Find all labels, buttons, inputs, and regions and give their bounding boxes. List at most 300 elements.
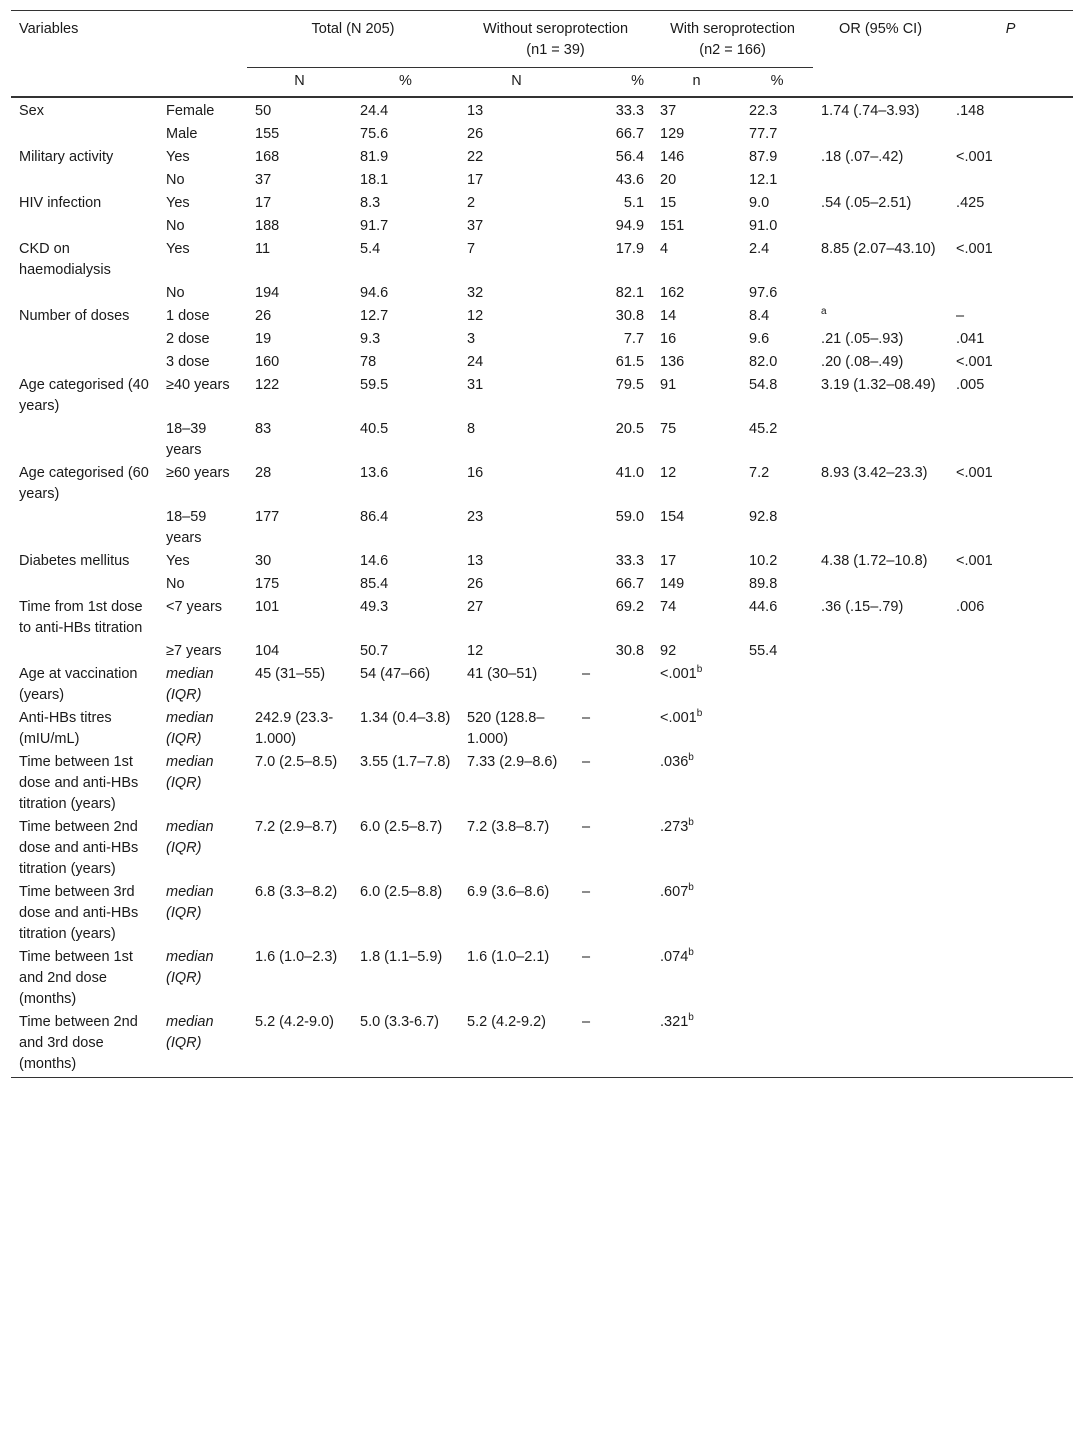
with-pct-cell: 77.7 [749,126,778,142]
p-value-cell [948,215,1073,238]
total-n-cell: 168 [255,149,280,165]
variable-cell: Military activity [19,149,114,165]
with-n-cell: 4 [660,241,669,257]
empty-cell [813,946,948,1011]
p-value-cell: .005 [956,377,985,393]
empty-cell [813,707,948,751]
table-row [11,596,1073,640]
table-row [11,146,1073,169]
header-variables: Variables [11,11,158,98]
empty-cell [741,1011,813,1078]
empty-cell [741,881,813,946]
without-pct-cell: 56.4 [615,149,645,165]
total-pct-cell: 13.6 [360,465,389,481]
total-pct-cell: 86.4 [360,509,389,525]
p-value-cell [948,573,1073,596]
without-n-cell: 12 [467,643,484,659]
subheader-n: n [652,68,741,98]
category-cell: median (IQR) [166,666,214,703]
with-pct-cell: 91.0 [749,218,778,234]
variable-cell [11,123,158,146]
or-cell [813,282,948,305]
category-cell: Yes [166,195,190,211]
with-n-cell: 91 [660,377,677,393]
category-cell: <7 years [166,599,223,615]
empty-cell [813,881,948,946]
empty-cell [948,816,1073,881]
empty-cell [948,1011,1073,1078]
without-n-cell: 8 [467,421,476,437]
total-median-cell: 45 (31–55) [255,666,326,682]
category-cell: 18–39 years [166,421,207,458]
variable-cell: HIV infection [19,195,102,211]
with-pct-cell: 10.2 [749,553,778,569]
total-n-cell: 160 [255,354,280,370]
without-pct-cell: 33.3 [615,553,645,569]
empty-cell [948,707,1073,751]
category-cell: median (IQR) [166,710,214,747]
table-row [11,462,1073,506]
variable-cell [11,506,158,550]
with-pct-cell: 55.4 [749,643,778,659]
category-cell: 3 dose [166,354,210,370]
or-value: 8.85 (2.07–43.10) [821,241,936,257]
variable-cell: Time between 3rd dose and anti-HBs titration (years) [19,884,139,942]
with-median-cell: 6.9 (3.6–8.6) [467,884,550,900]
total-n-cell: 50 [255,103,272,119]
with-median-cell: 7.33 (2.9–8.6) [467,754,558,770]
with-n-cell: 151 [660,218,685,234]
total-n-cell: 30 [255,553,272,569]
or-cell [813,238,948,282]
or-value: .54 (.05–2.51) [821,195,912,211]
without-n-cell: 2 [467,195,476,211]
p-value-cell: .148 [956,103,985,119]
dash-cell: – [582,754,591,770]
footnote-marker: b [696,664,703,676]
or-cell [813,506,948,550]
with-n-cell: 146 [660,149,685,165]
total-n-cell: 155 [255,126,280,142]
total-pct-cell: 59.5 [360,377,389,393]
table-row [11,663,1073,707]
header-total: Total (N 205) [247,11,459,68]
category-cell: median (IQR) [166,754,214,791]
without-pct-cell: 41.0 [615,465,645,481]
without-n-cell: 22 [467,149,484,165]
empty-cell [741,663,813,707]
without-n-cell: 16 [467,465,484,481]
total-pct-cell: 5.4 [360,241,381,257]
without-median-cell: 3.55 (1.7–7.8) [360,754,451,770]
p-value-cell [948,169,1073,192]
subheader-n: N [459,68,574,98]
with-pct-cell: 9.6 [749,331,770,347]
or-value: .18 (.07–.42) [821,149,904,165]
p-value: .036 [660,754,689,770]
or-value: 3.19 (1.32–08.49) [821,377,936,393]
footnote-marker: a [821,306,827,318]
p-value-cell: <.001 [956,553,993,569]
without-pct-cell: 94.9 [615,218,645,234]
dash-cell: – [582,949,591,965]
table-row [11,238,1073,282]
with-n-cell: 14 [660,308,677,324]
total-pct-cell: 14.6 [360,553,389,569]
with-pct-cell: 9.0 [749,195,770,211]
total-pct-cell: 18.1 [360,172,389,188]
table-row [11,751,1073,816]
without-n-cell: 31 [467,377,484,393]
category-cell: median (IQR) [166,884,214,921]
total-n-cell: 188 [255,218,280,234]
p-value-cell [652,707,741,751]
header-category [158,11,247,98]
total-n-cell: 17 [255,195,272,211]
or-value: .20 (.08–.49) [821,354,904,370]
category-cell: Female [166,103,215,119]
p-value: .607 [660,884,689,900]
without-n-cell: 13 [467,553,484,569]
table-row [11,123,1073,146]
with-median-cell: 1.6 (1.0–2.1) [467,949,550,965]
with-pct-cell: 44.6 [749,599,778,615]
header-without-line1: Without seroprotection [482,21,629,37]
empty-cell [948,663,1073,707]
variable-cell: Age categorised (60 years) [19,465,149,502]
with-pct-cell: 54.8 [749,377,778,393]
table-body [11,97,1073,1078]
without-median-cell: 6.0 (2.5–8.7) [360,819,443,835]
without-median-cell: 54 (47–66) [360,666,431,682]
total-n-cell: 101 [255,599,280,615]
variable-cell [11,328,158,351]
total-n-cell: 26 [255,308,272,324]
category-cell: No [166,576,185,592]
total-median-cell: 6.8 (3.3–8.2) [255,884,338,900]
without-pct-cell: 5.1 [623,195,645,211]
without-median-cell: 6.0 (2.5–8.8) [360,884,443,900]
without-n-cell: 26 [467,576,484,592]
p-value-cell [948,640,1073,663]
total-pct-cell: 94.6 [360,285,389,301]
total-median-cell: 7.2 (2.9–8.7) [255,819,338,835]
variable-cell: Sex [19,103,44,119]
data-table [11,10,1073,1078]
or-cell [813,123,948,146]
total-n-cell: 28 [255,465,272,481]
total-pct-cell: 24.4 [360,103,389,119]
without-pct-cell: 33.3 [615,103,645,119]
p-value-cell: <.001 [956,241,993,257]
or-cell [813,97,948,123]
total-pct-cell: 91.7 [360,218,389,234]
footnote-marker: b [688,947,694,959]
without-median-cell: 1.34 (0.4–3.8) [360,710,451,726]
category-cell: 18–59 years [166,509,207,546]
table-row [11,1011,1073,1078]
or-cell [813,328,948,351]
table-row [11,418,1073,462]
with-pct-cell: 7.2 [749,465,770,481]
without-n-cell: 7 [467,241,476,257]
without-n-cell: 3 [467,331,476,347]
total-n-cell: 37 [255,172,272,188]
total-median-cell: 7.0 (2.5–8.5) [255,754,338,770]
table-row [11,816,1073,881]
table-row [11,506,1073,550]
with-n-cell: 129 [660,126,685,142]
variable-cell: Time between 2nd dose and anti-HBs titration (years) [19,819,139,877]
or-value: .36 (.15–.79) [821,599,904,615]
with-n-cell: 15 [660,195,677,211]
with-pct-cell: 2.4 [749,241,770,257]
footnote-marker: b [688,882,694,894]
table-row [11,640,1073,663]
dash-cell: – [582,819,591,835]
without-median-cell: 1.8 (1.1–5.9) [360,949,443,965]
without-pct-cell: 59.0 [615,509,645,525]
table-row [11,550,1073,573]
header-p: P [948,11,1073,98]
variable-cell: Anti-HBs titres (mIU/mL) [19,710,112,747]
p-value-cell [948,282,1073,305]
category-cell: ≥60 years [166,465,230,481]
subheader-n: N [247,68,352,98]
total-median-cell: 242.9 (23.3-1.000) [255,710,334,747]
or-cell [813,596,948,640]
total-median-cell: 1.6 (1.0–2.3) [255,949,338,965]
subheader-pct: % [741,68,813,98]
table-container [11,10,1073,1078]
table-row [11,305,1073,328]
category-cell: Yes [166,553,190,569]
or-cell [813,146,948,169]
or-cell [813,550,948,573]
table-row [11,215,1073,238]
total-pct-cell: 40.5 [360,421,389,437]
without-pct-cell: 66.7 [615,126,645,142]
total-pct-cell: 12.7 [360,308,389,324]
header-with-line2: (n2 = 166) [699,42,766,58]
with-pct-cell: 45.2 [749,421,778,437]
with-pct-cell: 22.3 [749,103,778,119]
p-value-cell [652,663,741,707]
or-cell [813,640,948,663]
with-pct-cell: 89.8 [749,576,778,592]
total-n-cell: 19 [255,331,272,347]
with-n-cell: 92 [660,643,677,659]
total-n-cell: 122 [255,377,280,393]
empty-cell [741,707,813,751]
or-cell [813,374,948,418]
footnote-marker: b [688,1012,694,1024]
or-cell [813,462,948,506]
total-n-cell: 83 [255,421,272,437]
p-value-cell: <.001 [956,149,993,165]
total-n-cell: 11 [255,241,271,257]
with-n-cell: 37 [660,103,677,119]
variable-cell: Time between 2nd and 3rd dose (months) [11,1011,158,1078]
without-pct-cell: 20.5 [615,421,645,437]
category-cell: median (IQR) [166,819,214,856]
variable-cell: CKD on haemodialysis [19,241,111,278]
p-value: .273 [660,819,689,835]
category-cell: Male [166,126,198,142]
with-n-cell: 162 [660,285,685,301]
footnote-marker: b [688,752,694,764]
with-n-cell: 17 [660,553,677,569]
or-cell [813,305,948,328]
without-pct-cell: 43.6 [615,172,645,188]
table-row [11,328,1073,351]
with-pct-cell: 8.4 [749,308,770,324]
category-cell: No [166,172,185,188]
empty-cell [948,946,1073,1011]
category-cell: 1 dose [166,308,210,324]
without-n-cell: 26 [467,126,484,142]
header-without-line2: (n1 = 39) [526,42,585,58]
with-median-cell: 7.2 (3.8–8.7) [467,819,550,835]
variable-cell [11,169,158,192]
category-cell: Yes [166,241,190,257]
with-n-cell: 75 [660,421,677,437]
empty-cell [948,751,1073,816]
header-with [652,11,813,68]
without-n-cell: 23 [467,509,484,525]
table-row [11,192,1073,215]
without-pct-cell: 7.7 [623,331,645,347]
p-value-cell: .006 [956,599,985,615]
variable-cell: Age at vaccination (years) [19,666,138,703]
without-pct-cell: 17.9 [615,241,645,257]
footnote-marker: b [696,708,703,720]
with-pct-cell: 97.6 [749,285,778,301]
variable-cell [11,282,158,305]
with-n-cell: 136 [660,354,685,370]
dash-cell: – [582,710,591,726]
with-n-cell: 74 [660,599,677,615]
category-cell: ≥7 years [166,643,222,659]
table-row [11,946,1073,1011]
total-median-cell: 5.2 (4.2-9.0) [247,1011,352,1078]
variable-cell: Diabetes mellitus [19,553,130,569]
empty-cell [813,1011,948,1078]
total-n-cell: 104 [255,643,280,659]
or-cell [813,215,948,238]
with-pct-cell: 82.0 [749,354,778,370]
header-without [459,11,652,68]
total-pct-cell: 85.4 [360,576,389,592]
category-cell: median (IQR) [166,949,214,986]
total-pct-cell: 49.3 [360,599,389,615]
p-value: <.001 [660,710,697,726]
dash-cell: – [582,884,591,900]
table-row [11,351,1073,374]
total-n-cell: 177 [255,509,280,525]
with-n-cell: 149 [660,576,685,592]
empty-cell [948,881,1073,946]
table-row [11,573,1073,596]
variable-cell [11,351,158,374]
p-value-cell: – [956,308,965,324]
p-value: .321 [660,1014,689,1030]
variable-cell [11,418,158,462]
table-row [11,97,1073,123]
or-value: 1.74 (.74–3.93) [821,103,920,119]
variable-cell [11,573,158,596]
without-n-cell: 12 [467,308,484,324]
subheader-pct: % [574,68,652,98]
total-pct-cell: 9.3 [360,331,381,347]
with-pct-cell: 12.1 [749,172,778,188]
with-n-cell: 12 [660,465,677,481]
with-n-cell: 154 [660,509,685,525]
category-cell: ≥40 years [166,377,230,393]
empty-cell [741,946,813,1011]
with-n-cell: 16 [660,331,677,347]
without-n-cell: 37 [467,218,484,234]
table-row [11,282,1073,305]
with-median-cell: 5.2 (4.2-9.2) [459,1011,574,1078]
with-median-cell: 41 (30–51) [467,666,538,682]
without-pct-cell: 30.8 [615,308,645,324]
p-value-cell [652,946,741,1011]
or-value: 4.38 (1.72–10.8) [821,553,928,569]
p-value-cell: <.001 [956,354,993,370]
category-cell: No [166,218,185,234]
with-median-cell: 520 (128.8–1.000) [467,710,545,747]
p-value: <.001 [660,666,697,682]
p-value-cell [948,506,1073,550]
p-value-cell [652,881,741,946]
category-cell: 2 dose [166,331,210,347]
total-pct-cell: 75.6 [360,126,389,142]
without-pct-cell: 69.2 [615,599,645,615]
without-pct-cell: 79.5 [615,377,645,393]
total-pct-cell: 81.9 [360,149,389,165]
table-row [11,374,1073,418]
total-n-cell: 194 [255,285,280,301]
variable-cell: Age categorised (40 years) [19,377,149,414]
without-n-cell: 27 [467,599,484,615]
empty-cell [741,816,813,881]
p-value-cell: .425 [956,195,985,211]
or-cell [813,573,948,596]
without-pct-cell: 61.5 [615,354,645,370]
p-value: .074 [660,949,689,965]
p-value-cell [652,1011,741,1078]
total-pct-cell: 78 [360,354,377,370]
header-with-line1: With seroprotection [670,21,795,37]
without-pct-cell: 30.8 [615,643,645,659]
or-cell [813,351,948,374]
without-n-cell: 13 [467,103,484,119]
total-n-cell: 175 [255,576,280,592]
with-n-cell: 20 [660,172,677,188]
variable-cell: Time from 1st dose to anti-HBs titration [19,599,143,636]
without-n-cell: 17 [467,172,484,188]
with-pct-cell: 92.8 [749,509,778,525]
variable-cell [11,640,158,663]
p-value-cell [652,751,741,816]
variable-cell: Time between 1st dose and anti-HBs titration (years) [19,754,139,812]
empty-cell [741,751,813,816]
table-row [11,881,1073,946]
p-value-cell [652,816,741,881]
or-value: .21 (.05–.93) [821,331,904,347]
with-pct-cell: 87.9 [749,149,778,165]
